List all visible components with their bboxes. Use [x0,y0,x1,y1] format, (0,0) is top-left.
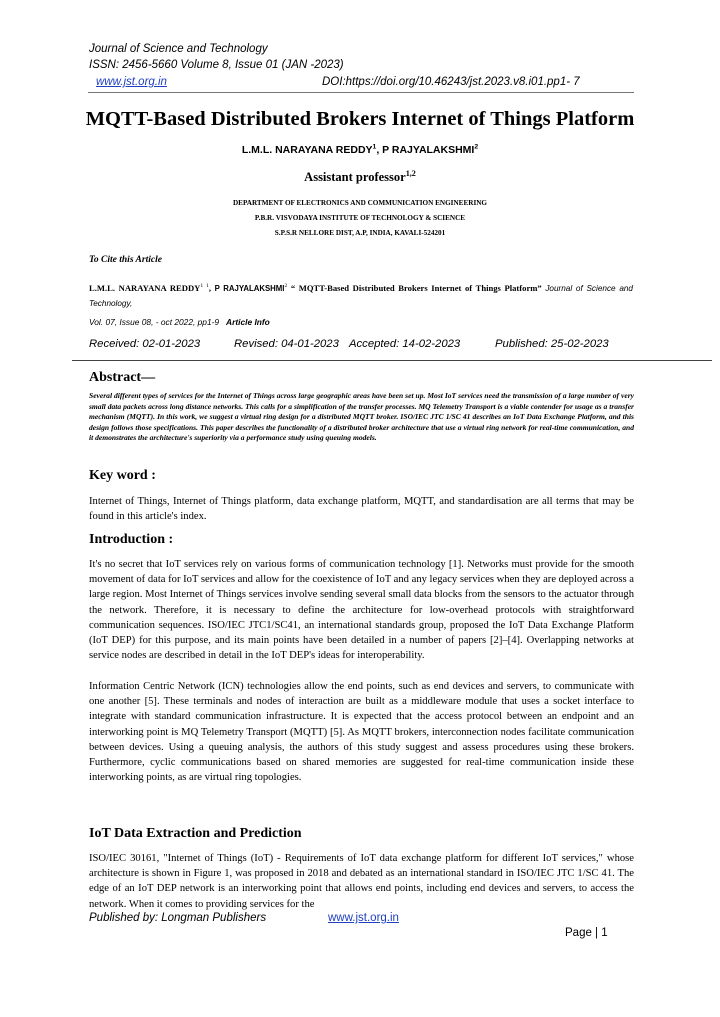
footer-url-link[interactable]: www.jst.org.in [328,912,399,924]
cite-author-2-sup: 2 [284,283,288,290]
page-number: Page | 1 [565,927,608,939]
published-date: Published: 25-02-2023 [495,338,609,350]
affiliation-line-3: S.P.S.R NELLORE DIST, A.P, INDIA, KAVALI-524201 [274,229,446,237]
cite-journal: Journal of Science and Technology, [89,284,633,308]
cite-sep: , [208,283,215,293]
author-2-sup: 2 [474,143,479,151]
author-line [0,144,720,156]
paper-title: MQTT-Based Distributed Brokers Internet of Things Platform [85,108,635,130]
cite-author-1: L.M.L. NARAYANA REDDY [89,283,201,293]
dates-divider [72,360,712,361]
revised-date: Revised: 04-01-2023 [234,338,339,350]
introduction-heading: Introduction : [89,532,174,547]
journal-name: Journal of Science and Technology [89,43,268,55]
author-role [0,170,720,185]
footer-publisher: Published by: Longman Publishers [89,912,267,924]
keywords-heading: Key word : [89,468,156,483]
volume-line [89,317,270,327]
abstract-text: Several different types of services for the Internet of Things across large geographic areas have been set up. Most IoT services need the transmission of a large number of very small data packets across long distance networks. This calls for a simplification of the transfer processes. MQ Telemetry Transport is a viable contender for usage as a transfer mechanism (MQTT). In this work, we suggest a virtual ring design for a distributed MQTT broker. ISO/IEC JTC 1/SC 41 describes an IoT Data Exchange Platform, and this design follows those specifications. This paper describes the functionality of a distributed broker architecture that use a virtual ring network for real-time communication, and it demonstrates the architecture's superiority via a performance study using queuing models. [89,391,634,443]
keywords-text: Internet of Things, Internet of Things platform, data exchange platform, MQTT, and standardisation are all terms that may be found in this article's index. [89,496,634,523]
citation-text [89,281,633,311]
section-paragraph-1: ISO/IEC 30161, "Internet of Things (IoT) - Requirements of IoT data exchange platform for different IoT services," whose architecture is shown in Figure 1, was proposed in 2018 and debated as an international standard in ISO/IEC JTC 1/SC 41. The edge of an IoT DEP network is an interworking point that allows end points, including end devices and servers, to access the network. When it comes to providing services for the [89,853,634,910]
journal-url-link[interactable]: www.jst.org.in [96,76,167,88]
role-sup: 1,2 [405,168,416,178]
article-info-label: Article Info [226,317,270,327]
affiliation-line-1: DEPARTMENT OF ELECTRONICS AND COMMUNICATION ENGINEERING [232,199,488,207]
accepted-date: Accepted: 14-02-2023 [349,338,461,350]
introduction-paragraph-2: Information Centric Network (ICN) technologies allow the end points, such as end devices and servers, to communicate with one another [5]. These terminals and nodes of interaction are built as a middleware module that uses a socket interface to integrate with standard communication infrastructure. It is expected that the access protocol between an endpoint and an interworking point is MQ Telemetry Transport (MQTT) [5]. As MQTT brokers, interconnection nodes facilitate communication between devices. Using a queuing analysis, the authors of this study suggest and assess procedures using these brokers. Furthermore, cyclic communications based on shared memories are suggested for real-time communication inside these interworking points, as are virtual ring topologies. [89,681,634,784]
doi-line: DOI:https://doi.org/10.46243/jst.2023.v8.i01.pp1- 7 [322,76,580,88]
author-2: , P RAJYALAKSHMI [376,144,475,156]
cite-author-1-sup: 1 1 [200,283,209,290]
author-1: L.M.L. NARAYANA REDDY [241,144,373,156]
abstract-heading: Abstract— [89,370,156,385]
received-date: Received: 02-01-2023 [89,338,201,350]
volume-text: Vol. 07, Issue 08, - oct 2022, pp1-9 [89,317,220,327]
affiliation-line-2: P.B.R. VISVODAYA INSTITUTE OF TECHNOLOGY & SCIENCE [254,214,466,222]
cite-heading: To Cite this Article [89,255,162,265]
introduction-paragraph-1: It's no secret that IoT services rely on various forms of communication technology [1]. Networks must provide for the smooth movement of data for IoT services and allow for the coexistence of IoT and any legacy services when they are deployed across a large region. Most Internet of Things services involve sending several small data blocks from the sensors to the actuator through the network. Therefore, it is necessary to define the architecture for low-overhead protocols with straightforward communication sequences. ISO/IEC JTC1/SC41, an international standards group, proposed the IoT Data Exchange Platform (IoT DEP) for this purpose, and its main points have been detailed in a number of papers [2]–[4]. Overlapping networks at service nodes are described in detail in the IoT DEP's ideas for interoperability. [89,559,634,662]
cite-author-2: P RAJYALAKSHMI [214,284,285,293]
section-heading: IoT Data Extraction and Prediction [89,826,302,841]
author-1-sup: 1 [372,143,377,151]
role-text: Assistant professor [304,170,406,184]
header-divider [88,92,634,93]
cite-title: “ MQTT-Based Distributed Brokers Internet of Things Platform” [287,283,546,293]
issn-line: ISSN: 2456-5660 Volume 8, Issue 01 (JAN -2023) [89,59,344,71]
